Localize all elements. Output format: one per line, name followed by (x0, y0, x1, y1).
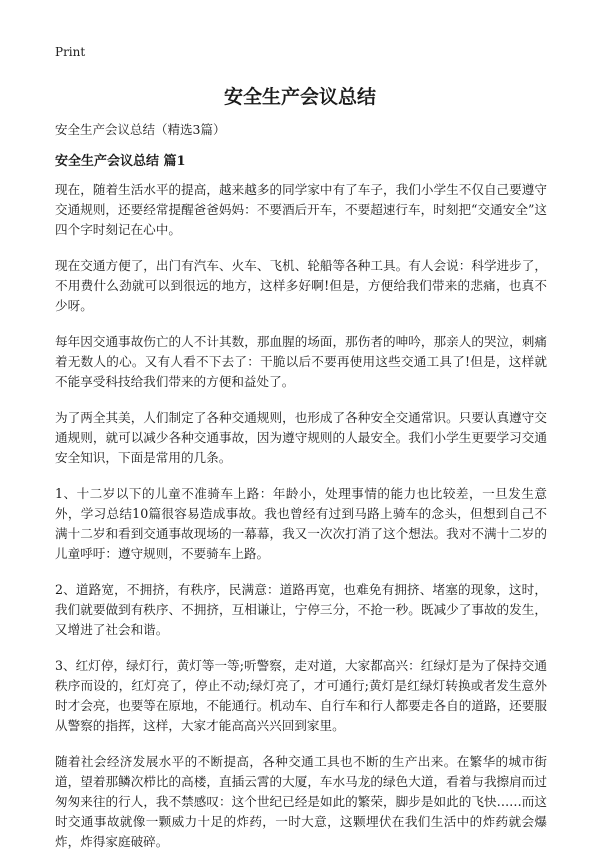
section-heading: 安全生产会议总结 篇1 (55, 154, 186, 169)
paragraph-1: 现在，随着生活水平的提高，越来越多的同学家中有了车子，我们小学生不仅自己要遵守交通规则，还要经常提醒爸爸妈妈：不要酒后开车，不要超速行车，时刻把“交通安全”这四个字时刻记在心中。 (55, 182, 547, 237)
paragraph-3: 每年因交通事故伤亡的人不计其数，那血腥的场面，那伤者的呻吟，那亲人的哭泣，刺痛着无数人的心。又有人看不下去了：干脆以后不要再使用这些交通工具了!但是，这样就不能享受科技给我们带来的方便和益处了。 (55, 334, 547, 389)
page-title: 安全生产会议总结 (223, 86, 376, 108)
paragraph-8: 随着社会经济发展水平的不断提高，各种交通工具也不断的生产出来。在繁华的城市街道，望着那鳞次栉比的高楼，直插云霄的大厦，车水马龙的绿色大道，看着与我擦肩而过匆匆来往的行人，我不禁感叹：这个世纪已经是如此的繁荣，脚步是如此的飞快……而这时交通事故就像一颗威力十足的炸药，一时大意，这颗埋伏在我们生活中的炸药就会爆炸，炸得家庭破碎。 (55, 754, 547, 849)
paragraph-5: 1、十二岁以下的儿童不准骑车上路：年龄小，处理事情的能力也比较差，一旦发生意外，学习总结10篇很容易造成事故。我也曾经有过到马路上骑车的念头，但想到自己不满十二岁和看到交通事故现场的一幕幕，我又一次次打消了这个想法。我对不满十二岁的儿童呼吁：遵守规则，不要骑车上路。 (55, 486, 547, 561)
print-link[interactable]: Print (55, 45, 86, 59)
paragraph-7: 3、红灯停，绿灯行，黄灯等一等;听警察，走对道，大家都高兴：红绿灯是为了保持交通秩序而设的，红灯亮了，停止不动;绿灯亮了，才可通行;黄灯是红绿灯转换或者发生意外时才会亮，也要等在原地，不能通行。机动车、自行车和行人都要走各自的道路，还要服从警察的指挥，这样，大家才能高高兴兴回到家里。 (55, 658, 547, 733)
paragraph-4: 为了两全其美，人们制定了各种交通规则，也形成了各种安全交通常识。只要认真遵守交通规则，就可以减少各种交通事故，因为遵守规则的人最安全。我们小学生更要学习交通安全知识，下面是常用的几条。 (55, 410, 547, 465)
article-body (55, 180, 547, 868)
document-subtitle: 安全生产会议总结（精选3篇） (55, 122, 226, 137)
paragraph-6: 2、道路宽，不拥挤，有秩序，民满意：道路再宽，也难免有拥挤、堵塞的现象，这时，我们就要做到有秩序、不拥挤，互相谦让，宁停三分，不抢一秒。既减少了事故的发生，又增进了社会和谐。 (55, 582, 547, 637)
paragraph-2: 现在交通方便了，出门有汽车、火车、飞机、轮船等各种工具。有人会说：科学进步了，不用费什么劲就可以到很远的地方，这样多好啊!但是，方便给我们带来的悲痛，也真不少呀。 (55, 258, 547, 313)
